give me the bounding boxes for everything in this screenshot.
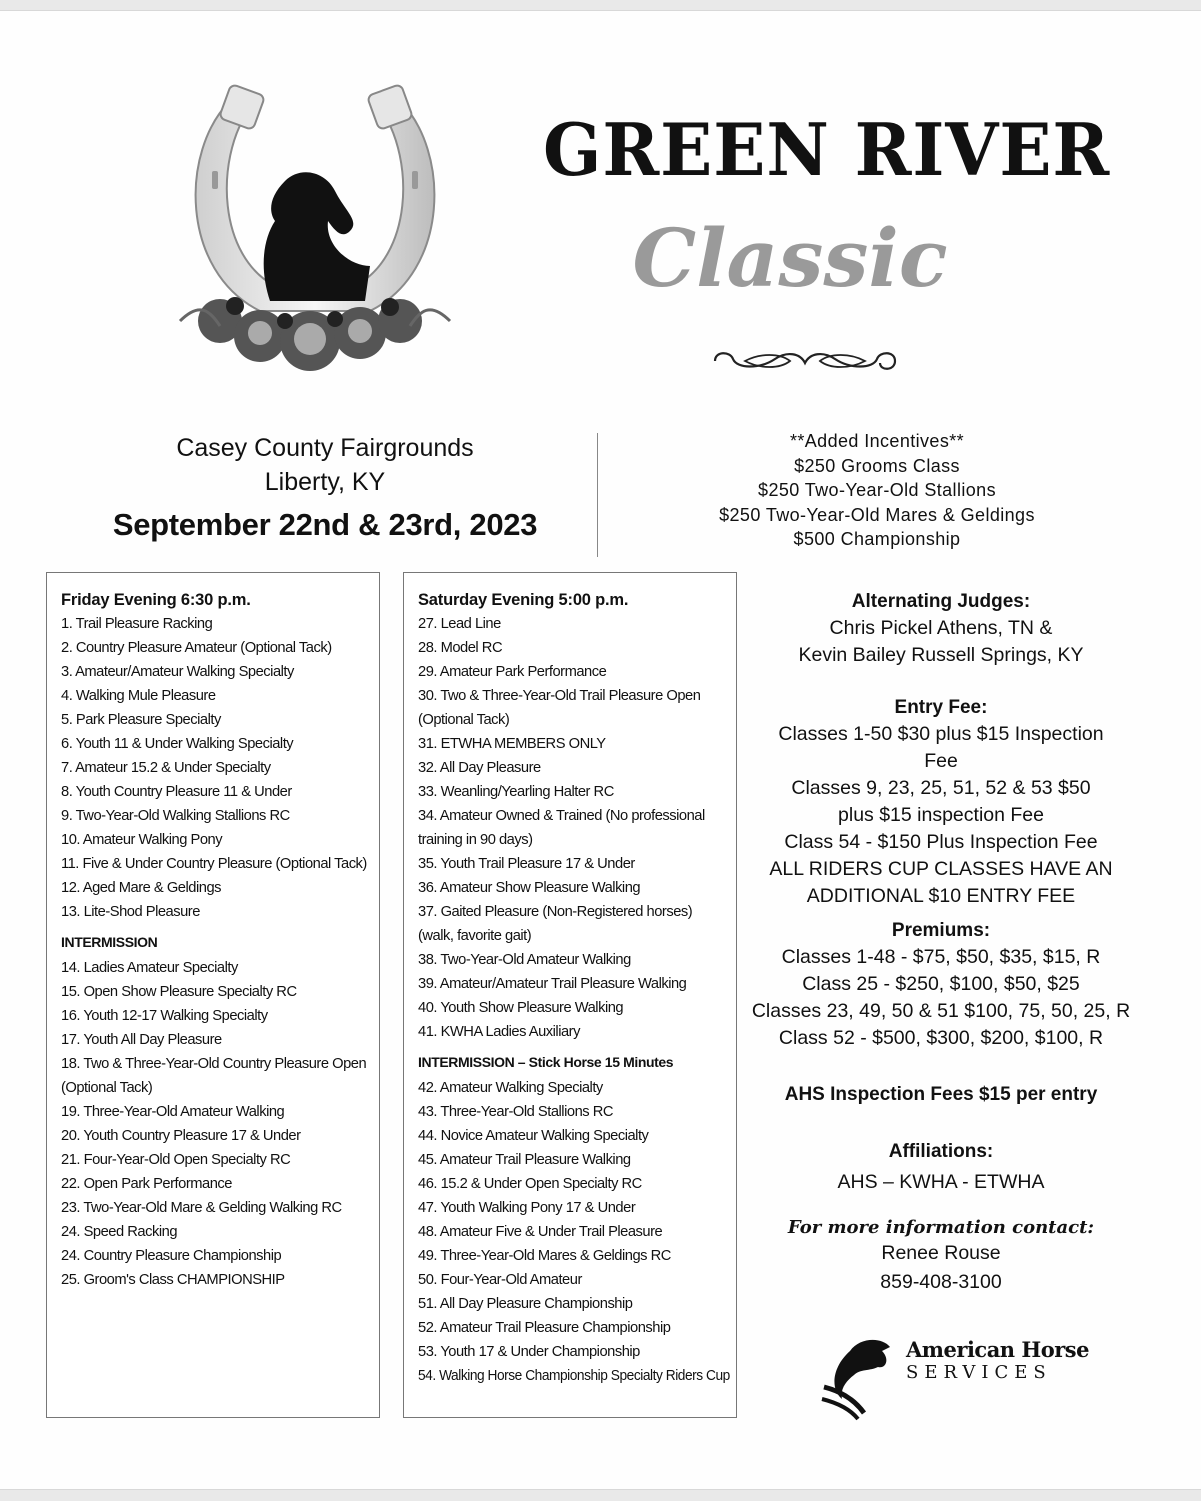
class-item: (Optional Tack)	[61, 1079, 153, 1096]
saturday-intermission: INTERMISSION – Stick Horse 15 Minutes	[418, 1054, 674, 1070]
class-item: 16. Youth 12-17 Walking Specialty	[61, 1007, 268, 1024]
class-item: 29. Amateur Park Performance	[418, 663, 607, 680]
class-item: 38. Two-Year-Old Amateur Walking	[418, 951, 631, 968]
class-item: 54. Walking Horse Championship Specialty Riders Cup	[418, 1367, 730, 1384]
entry-fee-line: Classes 9, 23, 25, 51, 52 & 53 $50	[791, 777, 1091, 799]
incentive-line: $250 Grooms Class	[794, 455, 960, 476]
class-item: 13. Lite-Shod Pleasure	[61, 903, 200, 920]
class-item: 23. Two-Year-Old Mare & Gelding Walking RC	[61, 1199, 342, 1216]
class-item: 46. 15.2 & Under Open Specialty RC	[418, 1175, 642, 1192]
class-item: 52. Amateur Trail Pleasure Championship	[418, 1319, 671, 1336]
class-item: 33. Weanling/Yearling Halter RC	[418, 783, 614, 800]
class-item: 50. Four-Year-Old Amateur	[418, 1271, 582, 1288]
class-item: 36. Amateur Show Pleasure Walking	[418, 879, 641, 896]
class-item: 42. Amateur Walking Specialty	[418, 1079, 603, 1096]
class-item: 24. Country Pleasure Championship	[61, 1247, 282, 1264]
venue-city: Liberty, KY	[264, 468, 386, 496]
class-item: 45. Amateur Trail Pleasure Walking	[418, 1151, 631, 1168]
class-item: 8. Youth Country Pleasure 11 & Under	[61, 783, 292, 800]
american-horse-services-logo	[820, 1329, 910, 1421]
class-item: 6. Youth 11 & Under Walking Specialty	[61, 735, 294, 752]
class-item: 3. Amateur/Amateur Walking Specialty	[61, 663, 294, 680]
contact-heading: For more information contact:	[787, 1217, 1095, 1238]
class-item: 17. Youth All Day Pleasure	[61, 1031, 222, 1048]
affiliations-heading: Affiliations:	[888, 1141, 994, 1162]
incentive-line: $500 Championship	[793, 529, 961, 549]
incentives-block	[662, 429, 1092, 552]
class-item: 2. Country Pleasure Amateur (Optional Tack)	[61, 639, 332, 656]
class-item: 32. All Day Pleasure	[418, 759, 541, 776]
entry-fee-line: ALL RIDERS CUP CLASSES HAVE AN	[769, 858, 1113, 880]
class-item: 25. Groom's Class CHAMPIONSHIP	[61, 1271, 285, 1288]
class-item: 40. Youth Show Pleasure Walking	[418, 999, 624, 1016]
contact-name: Renee Rouse	[881, 1242, 1001, 1264]
class-item: 44. Novice Amateur Walking Specialty	[418, 1127, 649, 1144]
class-item: 53. Youth 17 & Under Championship	[418, 1343, 640, 1360]
class-item: 27. Lead Line	[418, 615, 501, 632]
class-item: 12. Aged Mare & Geldings	[61, 879, 222, 896]
class-item: 48. Amateur Five & Under Trail Pleasure	[418, 1223, 663, 1240]
venue-block	[90, 431, 560, 543]
class-item: 9. Two-Year-Old Walking Stallions RC	[61, 807, 290, 824]
event-dates: September 22nd & 23rd, 2023	[112, 507, 538, 542]
premium-line: Class 25 - $250, $100, $50, $25	[802, 973, 1080, 995]
premium-line: Classes 1-48 - $75, $50, $35, $15, R	[781, 946, 1101, 968]
class-item: 4. Walking Mule Pleasure	[61, 687, 216, 704]
logo-line2: SERVICES	[906, 1362, 1052, 1383]
entry-fee-line: plus $15 inspection Fee	[838, 804, 1044, 826]
friday-intermission: INTERMISSION	[61, 934, 158, 950]
incentive-line: **Added Incentives**	[789, 431, 965, 451]
entry-fee-line: ADDITIONAL $10 ENTRY FEE	[806, 885, 1076, 907]
premium-line: Class 52 - $500, $300, $200, $100, R	[778, 1027, 1104, 1049]
class-item: (walk, favorite gait)	[418, 927, 532, 944]
class-item: 1. Trail Pleasure Racking	[61, 615, 213, 632]
entry-fee-line: Classes 1-50 $30 plus $15 Inspection Fee	[778, 723, 1104, 772]
incentive-line: $250 Two-Year-Old Mares & Geldings	[719, 504, 1035, 525]
premiums-block	[740, 918, 1142, 1052]
class-item: 10. Amateur Walking Pony	[61, 831, 223, 848]
class-item: 34. Amateur Owned & Trained (No professional	[418, 807, 705, 824]
inspection-block	[760, 1082, 1122, 1108]
incentive-line: $250 Two-Year-Old Stallions	[758, 480, 996, 500]
class-item: 39. Amateur/Amateur Trail Pleasure Walking	[418, 975, 687, 992]
contact-phone: 859-408-3100	[880, 1271, 1002, 1293]
class-item: 49. Three-Year-Old Mares & Geldings RC	[418, 1247, 671, 1264]
class-item: training in 90 days)	[418, 831, 533, 848]
class-item: 21. Four-Year-Old Open Specialty RC	[61, 1151, 291, 1168]
divider	[597, 433, 598, 557]
entry-fee-heading: Entry Fee:	[894, 697, 988, 718]
judges-heading: Alternating Judges:	[851, 591, 1031, 612]
class-item: 5. Park Pleasure Specialty	[61, 711, 221, 728]
affiliations-block	[760, 1139, 1122, 1196]
friday-class-list	[46, 572, 380, 1418]
class-item: 11. Five & Under Country Pleasure (Optional Tack)	[61, 855, 367, 872]
judges-block	[760, 589, 1122, 669]
saturday-class-list	[403, 572, 737, 1418]
flyer-page	[0, 10, 1201, 1490]
event-title: GREEN RIVER	[543, 107, 1111, 192]
logo-line1: American Horse	[906, 1337, 1089, 1362]
class-item: 47. Youth Walking Pony 17 & Under	[418, 1199, 636, 1216]
class-item: 14. Ladies Amateur Specialty	[61, 959, 238, 976]
horseshoe-horse-emblem	[150, 71, 480, 381]
class-item: 28. Model RC	[418, 639, 503, 656]
class-item: 43. Three-Year-Old Stallions RC	[418, 1103, 614, 1120]
class-item: 35. Youth Trail Pleasure 17 & Under	[418, 855, 635, 872]
entry-fee-line: Class 54 - $150 Plus Inspection Fee	[784, 831, 1098, 853]
class-item: 20. Youth Country Pleasure 17 & Under	[61, 1127, 301, 1144]
class-item: 15. Open Show Pleasure Specialty RC	[61, 983, 297, 1000]
event-subtitle: Classic	[632, 211, 948, 305]
contact-block	[760, 1217, 1122, 1296]
logo-wordmark	[906, 1337, 1089, 1383]
saturday-header: Saturday Evening 5:00 p.m.	[418, 591, 629, 609]
class-item: 41. KWHA Ladies Auxiliary	[418, 1023, 580, 1040]
class-item: 30. Two & Three-Year-Old Trail Pleasure Open	[418, 687, 701, 704]
premiums-heading: Premiums:	[891, 920, 991, 941]
class-item: 51. All Day Pleasure Championship	[418, 1295, 633, 1312]
class-item: 31. ETWHA MEMBERS ONLY	[418, 735, 606, 752]
class-item: 37. Gaited Pleasure (Non-Registered horses)	[418, 903, 693, 920]
inspection-fee: AHS Inspection Fees $15 per entry	[784, 1084, 1098, 1105]
class-item: 19. Three-Year-Old Amateur Walking	[61, 1103, 285, 1120]
class-item: 22. Open Park Performance	[61, 1175, 232, 1192]
entry-fee-block	[760, 695, 1122, 910]
judge-line: Kevin Bailey Russell Springs, KY	[798, 644, 1084, 666]
class-item: 18. Two & Three-Year-Old Country Pleasure Open	[61, 1055, 367, 1072]
affiliations-text: AHS – KWHA - ETWHA	[837, 1171, 1045, 1193]
premium-line: Classes 23, 49, 50 & 51 $100, 75, 50, 25, R	[751, 1000, 1131, 1022]
class-item: 24. Speed Racking	[61, 1223, 178, 1240]
class-item: 7. Amateur 15.2 & Under Specialty	[61, 759, 271, 776]
friday-header: Friday Evening 6:30 p.m.	[61, 591, 251, 609]
class-item: (Optional Tack)	[418, 711, 510, 728]
venue-name: Casey County Fairgrounds	[176, 434, 474, 462]
judge-line: Chris Pickel Athens, TN &	[829, 617, 1053, 639]
scroll-flourish-icon	[705, 341, 905, 381]
